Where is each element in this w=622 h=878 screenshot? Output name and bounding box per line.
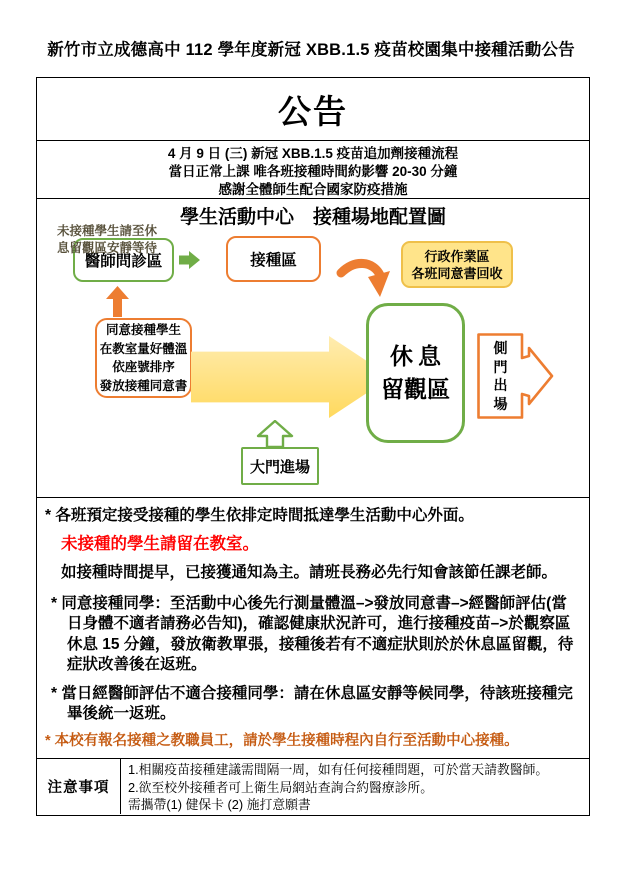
schedule-line: 當日正常上課 唯各班接種時間約影響 20-30 分鐘 xyxy=(168,164,458,179)
entrance-up-arrow-icon xyxy=(256,420,294,448)
admin-area-line: 各班同意書回收 xyxy=(411,265,503,281)
notice-item: 2.欲至校外接種者可上衛生局網站查詢合約醫療診所。 xyxy=(128,779,434,795)
side-exit-arrow-shape xyxy=(477,333,555,419)
schedule-line: 感謝全體師生配合國家防疫措施 xyxy=(218,182,408,197)
schedule-section xyxy=(37,141,589,199)
side-exit-arrow xyxy=(477,333,555,419)
document-frame xyxy=(36,77,590,816)
page-title: 新竹市立成德高中 112 學年度新冠 XBB.1.5 疫苗校園集中接種活動公告 xyxy=(47,41,575,59)
notes-section xyxy=(37,498,589,759)
site-map-section xyxy=(37,199,589,498)
rest-box-line: 留觀區 xyxy=(381,376,450,402)
admin-area-line: 行政作業區 xyxy=(424,248,490,264)
announcement-heading: 公告 xyxy=(278,92,348,130)
announcement-section xyxy=(37,78,589,141)
map-heading: 學生活動中心 接種場地配置圖 xyxy=(179,207,446,228)
consent-line: 同意接種學生 xyxy=(105,323,181,337)
schedule-line: 4 月 9 日 (三) 新冠 XBB.1.5 疫苗追加劑接種流程 xyxy=(167,146,459,161)
rest-observation-box xyxy=(366,303,465,443)
curved-orange-arrow-icon xyxy=(335,257,393,305)
note-paragraph: * 同意接種同學：至活動中心後先行測量體溫–>發放同意書–>經醫師評估(當日身體不適者請務必告知)，確認健康狀況許可，進行接種疫苗–>於觀察區休息 15 分鐘，發放衛教單張，接種後若有不適症狀則於於休息區留觀，待症狀改善後在返班。 xyxy=(51,594,574,673)
waiting-arrow-line: 息留觀區安靜等待 xyxy=(56,241,157,255)
consent-line: 發放接種同意書 xyxy=(99,378,188,393)
rest-box-line: 休息 xyxy=(390,343,446,369)
note-paragraph-orange: * 本校有報名接種之教職員工，請於學生接種時程內自行至活動中心接種。 xyxy=(45,732,519,749)
note-paragraph-red: 未接種的學生請留在教室。 xyxy=(61,534,259,553)
consent-students-box xyxy=(95,318,192,398)
side-exit-label: 側門出場 xyxy=(493,340,508,412)
main-entrance-label: 大門進場 xyxy=(249,458,310,476)
notice-content xyxy=(121,759,589,814)
vaccination-area-label: 接種區 xyxy=(250,252,297,269)
main-entrance-box xyxy=(241,447,319,485)
waiting-students-arrow-text xyxy=(45,223,169,257)
consent-line: 依座號排序 xyxy=(112,360,175,374)
notice-item: 1.相關疫苗接種建議需間隔一周，如有任何接種問題，可於當天請教醫師。 xyxy=(128,762,549,777)
note-paragraph: * 各班預定接受接種的學生依排定時間抵達學生活動中心外面。 xyxy=(45,507,474,524)
orange-up-arrow-icon xyxy=(106,286,129,317)
note-paragraph: 如接種時間提早，已接獲通知為主。請班長務必先行知會該節任課老師。 xyxy=(61,564,558,581)
consent-line: 在教室量好體溫 xyxy=(99,341,188,356)
green-right-arrow-icon xyxy=(179,251,200,269)
vaccination-area-box xyxy=(226,236,321,282)
waiting-arrow-line: 未接種學生請至休 xyxy=(56,224,157,238)
doctor-consult-label: 醫師問診區 xyxy=(84,253,163,270)
notice-table xyxy=(37,759,589,814)
note-paragraph: * 當日經醫師評估不適合接種同學：請在休息區安靜等候同學，待該班接種完畢後統一返班。 xyxy=(51,684,573,722)
admin-area-box xyxy=(401,241,513,288)
waiting-students-arrow xyxy=(191,336,391,418)
notice-label: 注意事項 xyxy=(37,759,121,814)
notice-item: 需攜帶(1) 健保卡 (2) 施打意願書 xyxy=(128,797,311,812)
